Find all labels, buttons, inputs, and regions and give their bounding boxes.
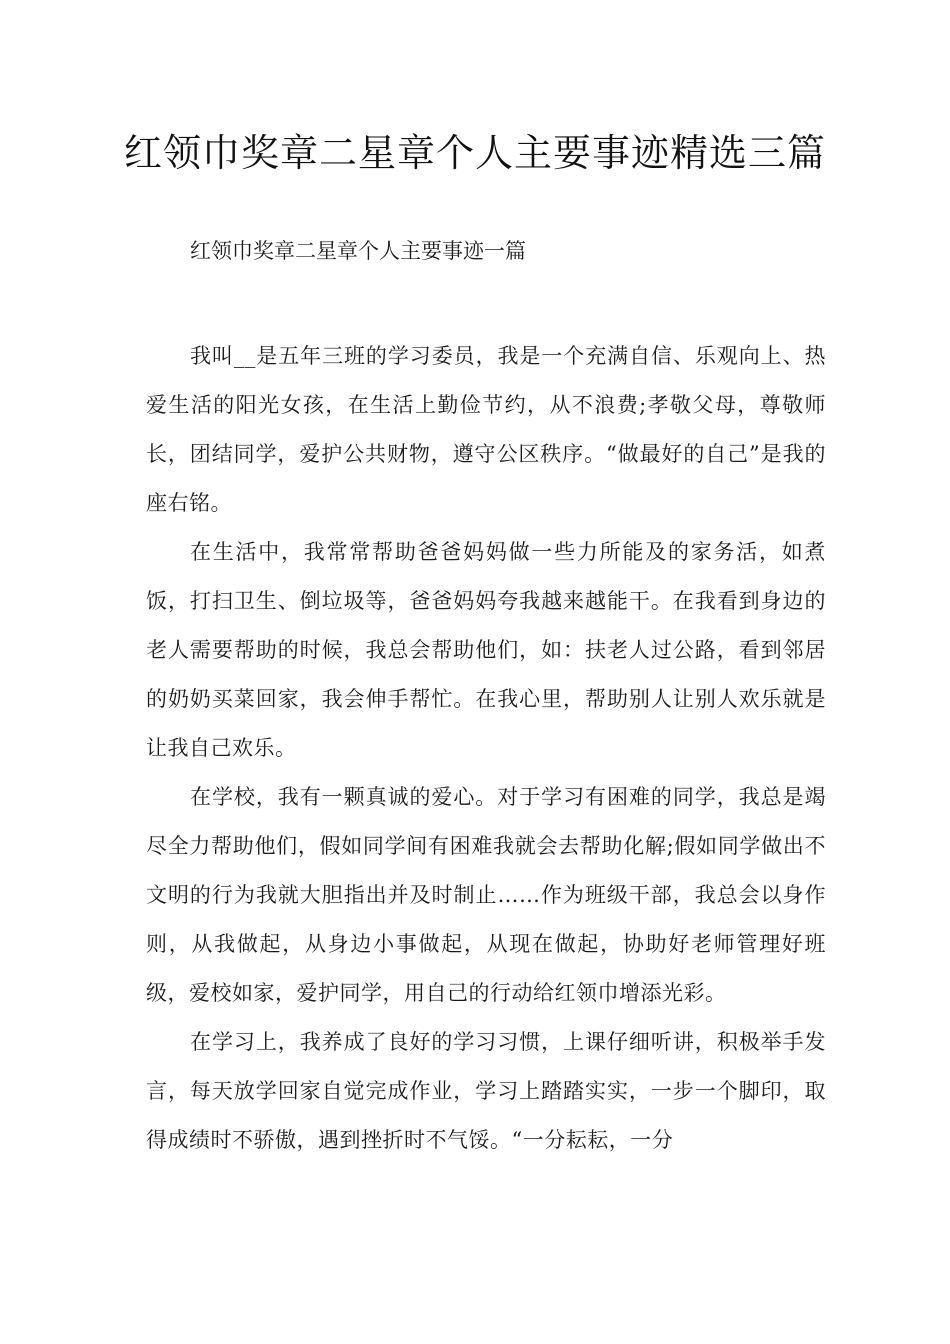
- document-title: 红领巾奖章二星章个人主要事迹精选三篇: [123, 131, 826, 175]
- paragraph-3: 在学校，我有一颗真诚的爱心。对于学习有困难的同学，我总是竭尽全力帮助他们，假如同学间有困难我就会去帮助化解;假如同学做出不文明的行为我就大胆指出并及时制止……作为班级干部，我总会以身作则，从我做起，从身边小事做起，从现在做起，协助好老师管理好班级，爱校如家，爱护同学，用自己的行动给红领巾增添光彩。: [146, 785, 826, 1005]
- paragraph-1: 我叫__是五年三班的学习委员，我是一个充满自信、乐观向上、热爱生活的阳光女孩，在生活上勤俭节约，从不浪费;孝敬父母，尊敬师长，团结同学，爱护公共财物，遵守公区秩序。“做最好的自己”是我的座右铭。: [146, 344, 826, 515]
- paragraph-2: 在生活中，我常常帮助爸爸妈妈做一些力所能及的家务活，如煮饭，打扫卫生、倒垃圾等，爸爸妈妈夸我越来越能干。在我看到身边的老人需要帮助的时候，我总会帮助他们，如：扶老人过公路，看到邻居的奶奶买菜回家，我会伸手帮忙。在我心里，帮助别人让别人欢乐就是让我自己欢乐。: [146, 540, 826, 760]
- document-body: [146, 332, 826, 1165]
- paragraph-4: 在学习上，我养成了良好的学习习惯，上课仔细听讲，积极举手发言，每天放学回家自觉完成作业，学习上踏踏实实，一步一个脚印，取得成绩时不骄傲，遇到挫折时不气馁。“一分耘耘，一分: [146, 1030, 826, 1152]
- document-subtitle: 红领巾奖章二星章个人主要事迹一篇: [190, 239, 526, 263]
